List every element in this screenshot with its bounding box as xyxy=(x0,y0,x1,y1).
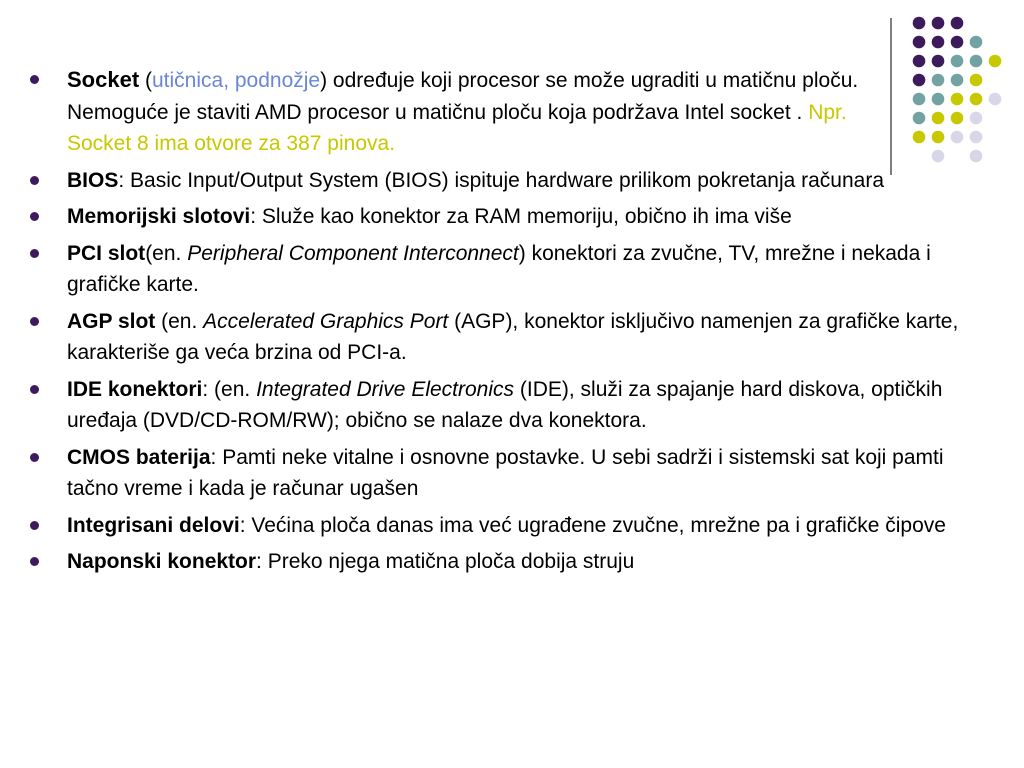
bullet-text: : (en. xyxy=(202,377,257,401)
decorative-dot xyxy=(951,17,964,30)
bullet-dot-icon xyxy=(30,212,39,221)
bullet-pci-slot xyxy=(30,238,970,301)
decorative-dot xyxy=(932,36,945,49)
decorative-dot xyxy=(970,55,983,68)
bullet-dot-icon xyxy=(30,385,39,394)
bullet-term: Naponski konektor xyxy=(67,550,257,573)
bullet-dot-icon xyxy=(30,557,39,566)
decorative-dot xyxy=(913,36,926,49)
decorative-dot xyxy=(932,17,945,30)
bullet-bios xyxy=(30,165,970,197)
bullet-text: : Pamti neke vitalne i osnovne postavke. U sebi sadrži i sistemski sat koji pamti tačno vreme i kada je računar ugašen xyxy=(67,445,944,500)
bullet-text: : Preko njega matična ploča dobija struju xyxy=(256,550,635,573)
bullet-text: ) određuje koji procesor se može ugraditi u matičnu ploču. Nemoguće je staviti AMD procesor u matičnu ploču koja podržava Intel socket . xyxy=(67,69,859,124)
bullet-text: (AGP), konektor isključivo namenjen za grafičke karte, karakteriše ga veća brzina od PCI-a. xyxy=(67,309,959,364)
bullet-dot-icon xyxy=(30,75,39,84)
decorative-dot xyxy=(989,55,1002,68)
bullet-agp-slot xyxy=(30,306,970,369)
decorative-dot xyxy=(970,74,983,87)
bullet-text: ) konektori za zvučne, TV, mrežne i nekada i grafičke karte. xyxy=(67,241,931,296)
bullet-text: : Većina ploča danas ima već ugrađene zvučne, mrežne pa i grafičke čipove xyxy=(239,513,946,537)
bullet-yellow-text: Npr. Socket 8 ima otvore za 387 pinova. xyxy=(67,100,847,155)
bullet-dot-icon xyxy=(30,521,39,530)
decorative-dot xyxy=(970,112,983,125)
bullet-blue-text: utičnica, podnožje xyxy=(151,69,321,92)
bullet-ide-connectors xyxy=(30,374,970,437)
slide-content xyxy=(30,64,970,583)
bullet-term: Socket xyxy=(67,67,140,92)
bullet-text: (en. xyxy=(145,241,188,265)
bullet-dot-icon xyxy=(30,453,39,462)
decorative-dot xyxy=(970,150,983,163)
bullet-text: (IDE), služi za spajanje hard diskova, optičkih uređaja (DVD/CD-ROM/RW); obično se nalaze dva konektora. xyxy=(67,377,943,432)
decorative-dot xyxy=(913,17,926,30)
bullet-term: CMOS baterija xyxy=(67,445,211,469)
decorative-dot xyxy=(970,131,983,144)
bullet-socket xyxy=(30,64,867,160)
bullet-term: IDE konektori xyxy=(67,377,203,401)
bullet-italic-text: Accelerated Graphics Port xyxy=(203,309,449,333)
bullet-term: Integrisani delovi xyxy=(67,513,240,537)
bullet-term: PCI slot xyxy=(67,241,146,265)
bullet-italic-text: Integrated Drive Electronics xyxy=(256,377,515,401)
bullet-text: (en. xyxy=(155,309,204,333)
bullet-term: BIOS xyxy=(67,168,119,192)
bullet-text: : Služe kao konektor za RAM memoriju, obično ih ima više xyxy=(250,205,792,228)
bullet-term: Memorijski slotovi xyxy=(67,205,251,228)
bullet-dot-icon xyxy=(30,176,39,185)
bullet-list xyxy=(30,64,970,578)
decorative-dot xyxy=(989,93,1002,106)
bullet-dot-icon xyxy=(30,317,39,326)
bullet-text: ( xyxy=(139,69,152,92)
bullet-text: : Basic Input/Output System (BIOS) ispituje hardware prilikom pokretanja računara xyxy=(118,168,885,192)
decorative-dot xyxy=(970,93,983,106)
decorative-dot xyxy=(951,36,964,49)
bullet-integrated-parts xyxy=(30,510,970,542)
bullet-term: AGP slot xyxy=(67,309,156,333)
bullet-dot-icon xyxy=(30,249,39,258)
bullet-power-connector xyxy=(30,546,970,578)
bullet-memory-slots xyxy=(30,201,970,233)
bullet-cmos-battery xyxy=(30,442,970,505)
bullet-italic-text: Peripheral Component Interconnect xyxy=(187,241,519,265)
decorative-dot xyxy=(970,36,983,49)
